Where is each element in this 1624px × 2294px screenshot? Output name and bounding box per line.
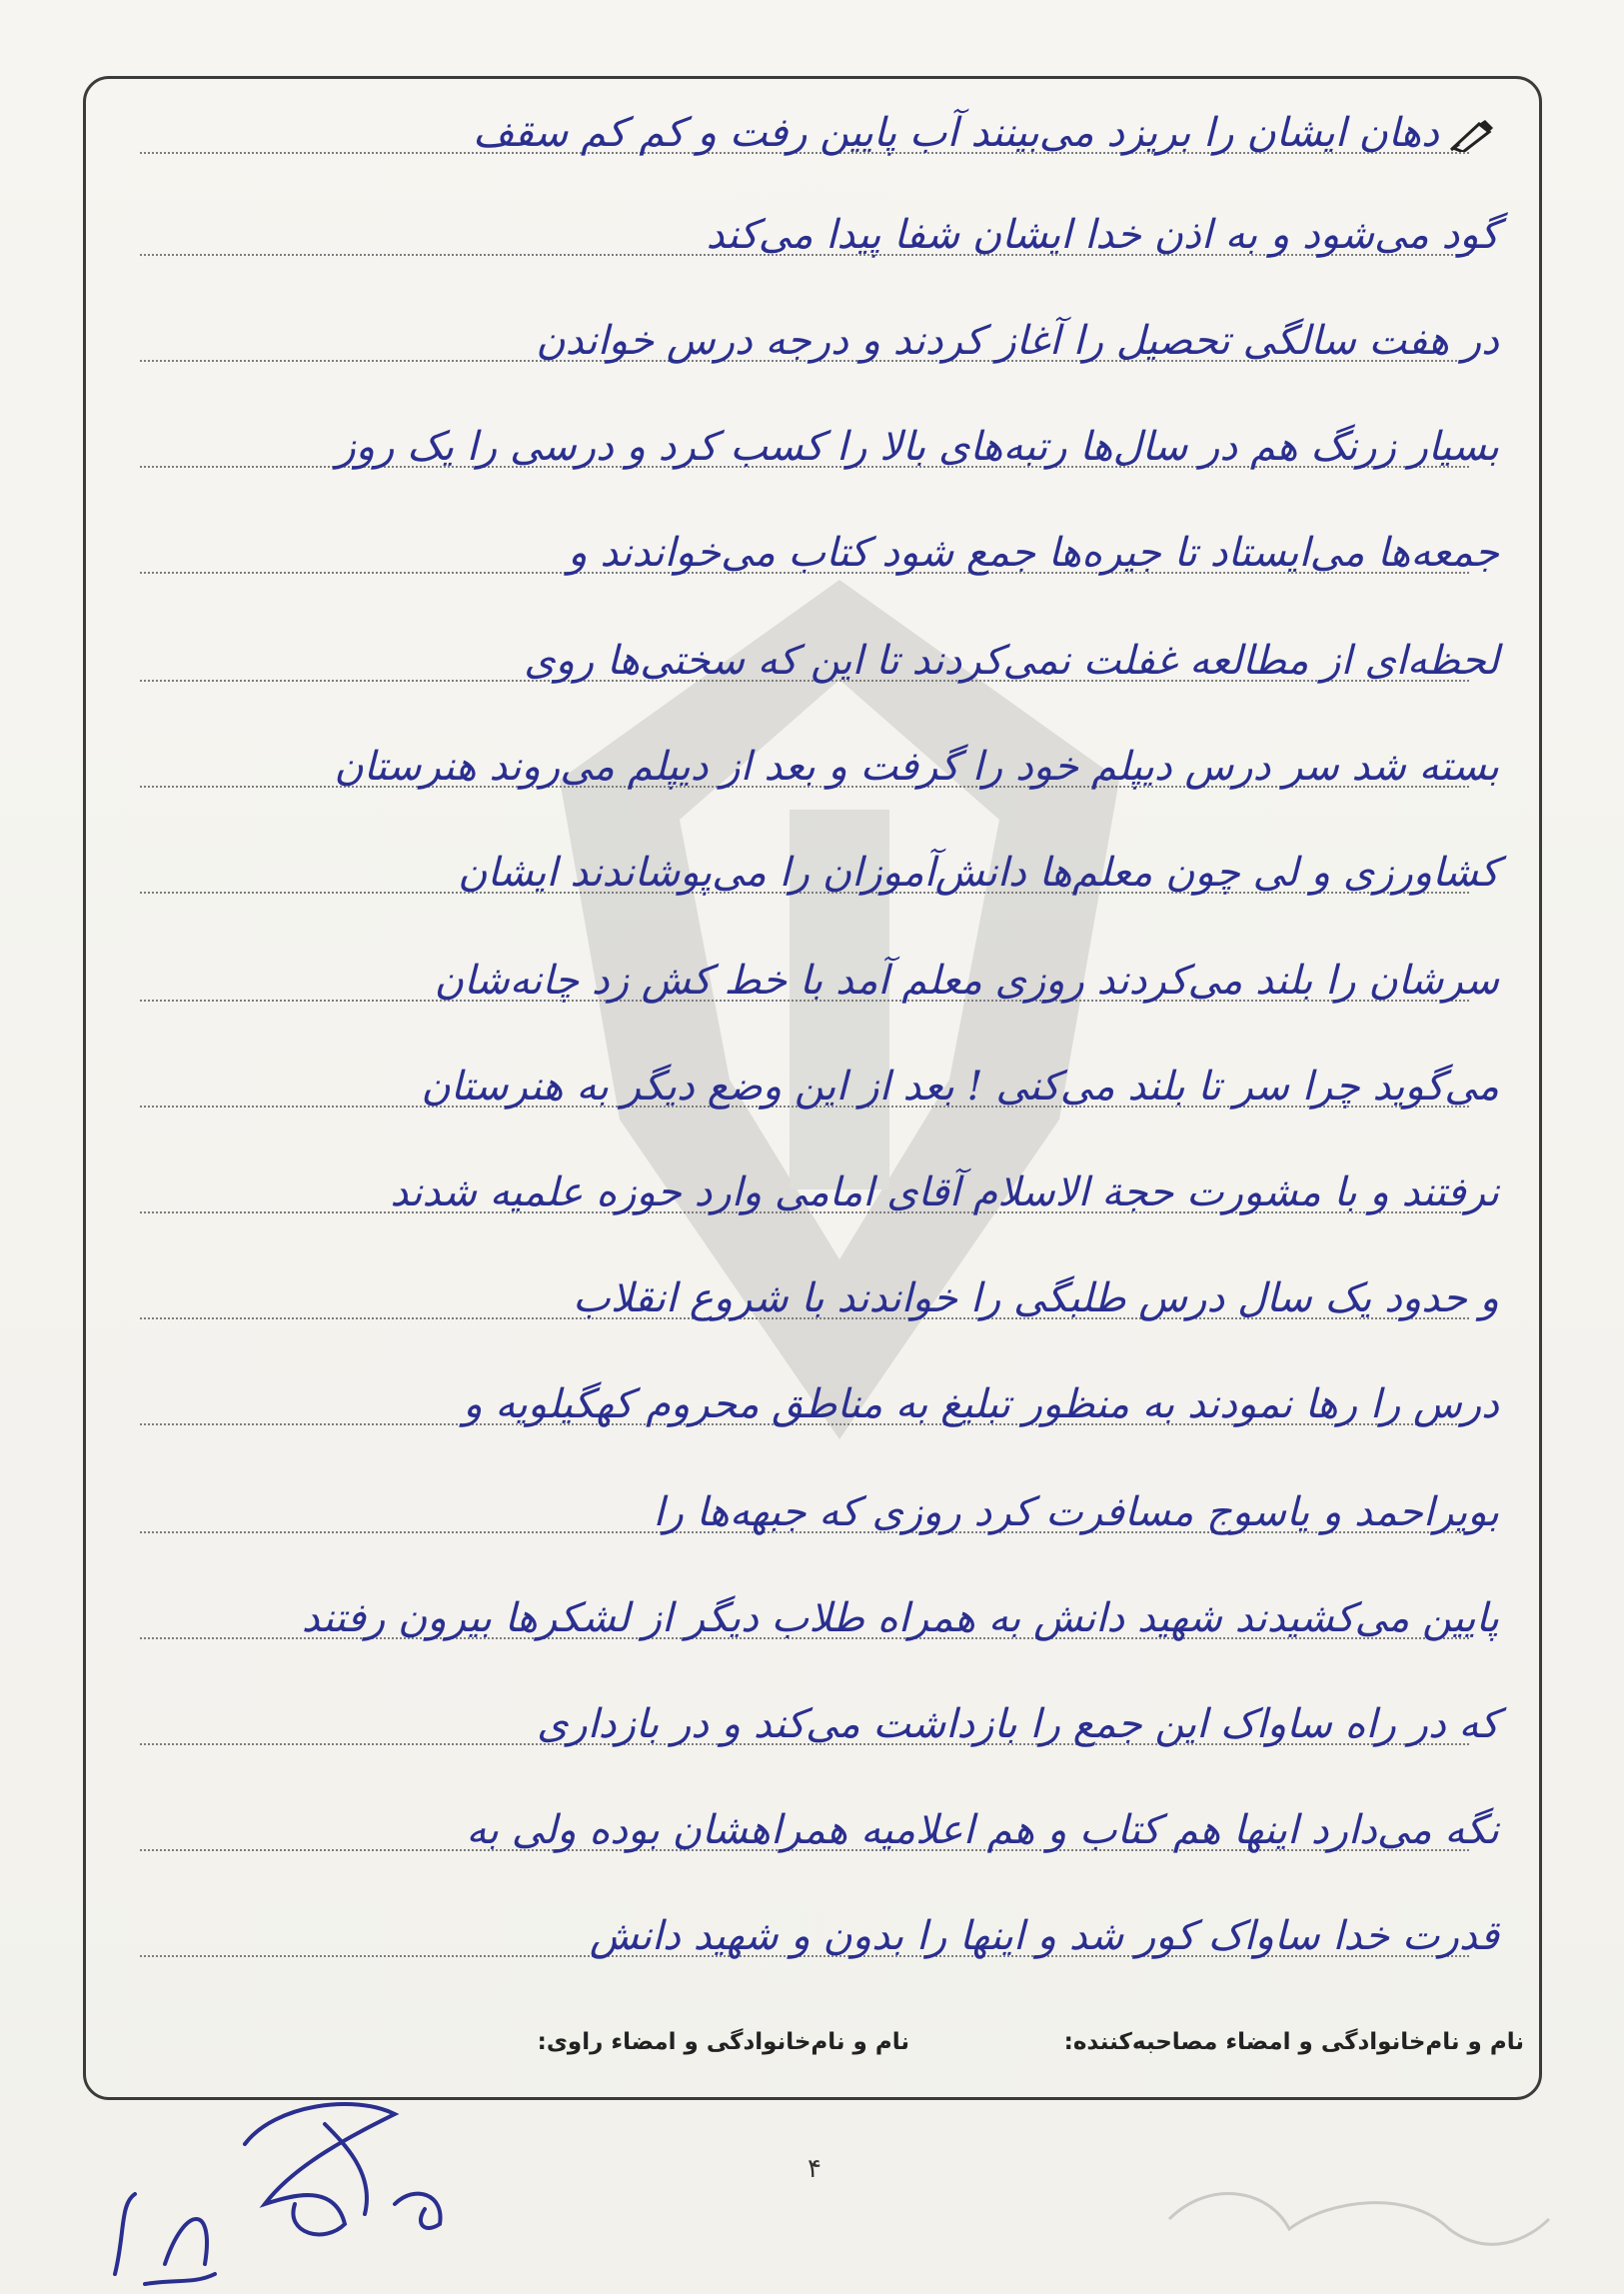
handwritten-line: بویراحمد و یاسوج مسافرت کرد روزی که جبهه‌ها را (653, 1489, 1499, 1535)
handwritten-line: و حدود یک سال درس طلبگی را خواندند با شروع انقلاب (573, 1275, 1499, 1321)
handwritten-line: گود می‌شود و به اذن خدا ایشان شفا پیدا می‌کند (706, 212, 1499, 258)
handwritten-line: بسیار زرنگ هم در سال‌ها رتبه‌های بالا را کسب کرد و درسی را یک روز (336, 424, 1499, 470)
handwritten-line: بسته شد سر درس دیپلم خود را گرفت و بعد از دیپلم می‌روند هنرستان (334, 744, 1499, 790)
handwritten-line: می‌گوید چرا سر تا بلند می‌کنی ! بعد از این وضع دیگر به هنرستان (421, 1064, 1499, 1110)
handwritten-line: لحظه‌ای از مطالعه غفلت نمی‌کردند تا این که سختی‌ها روی (524, 638, 1499, 684)
handwritten-line: در هفت سالگی تحصیل را آغاز کردند و درجه درس خواندن (536, 318, 1499, 364)
handwritten-line: دهان ایشان را بریزد می‌بینند آب پایین رفت و کم کم سقف (473, 110, 1439, 156)
narrator-signature (95, 2084, 475, 2289)
page-number: ۴ (808, 2154, 821, 2184)
narrator-signature-label: نام و نام‌خانوادگی و امضاء راوی: (537, 2029, 909, 2055)
pen-writing-icon (1449, 118, 1495, 152)
interviewer-signature-label: نام و نام‌خانوادگی و امضاء مصاحبه‌کننده: (1063, 2029, 1524, 2055)
handwritten-line: پایین می‌کشیدند شهید دانش به همراه طلاب دیگر از لشکرها بیرون رفتند (301, 1595, 1499, 1641)
handwritten-line: جمعه‌ها می‌ایستاد تا جیره‌ها جمع شود کتاب می‌خواندند و (568, 530, 1499, 576)
handwritten-line: قدرت خدا ساواک کور شد و اینها را بدون و شهید دانش (589, 1913, 1499, 1959)
bleed-through-signature (1149, 2159, 1569, 2279)
handwritten-line: سرشان را بلند می‌کردند روزی معلم آمد با خط کش زد چانه‌شان (434, 958, 1499, 1004)
handwritten-line: که در راه ساواک این جمع را بازداشت می‌کند و در بازداری (537, 1701, 1499, 1747)
handwritten-line: نگه می‌دارد اینها هم کتاب و هم اعلامیه همراهشان بوده ولی به (466, 1807, 1499, 1853)
handwritten-line: درس را رها نمودند به منظور تبلیغ به مناطق محروم کهگیلویه و (463, 1381, 1499, 1427)
handwritten-line: نرفتند و با مشورت حجة الاسلام آقای امامی وارد حوزه علمیه شدند (390, 1169, 1499, 1215)
handwritten-line: کشاورزی و لی چون معلم‌ها دانش‌آموزان را می‌پوشاندند ایشان (458, 850, 1499, 896)
